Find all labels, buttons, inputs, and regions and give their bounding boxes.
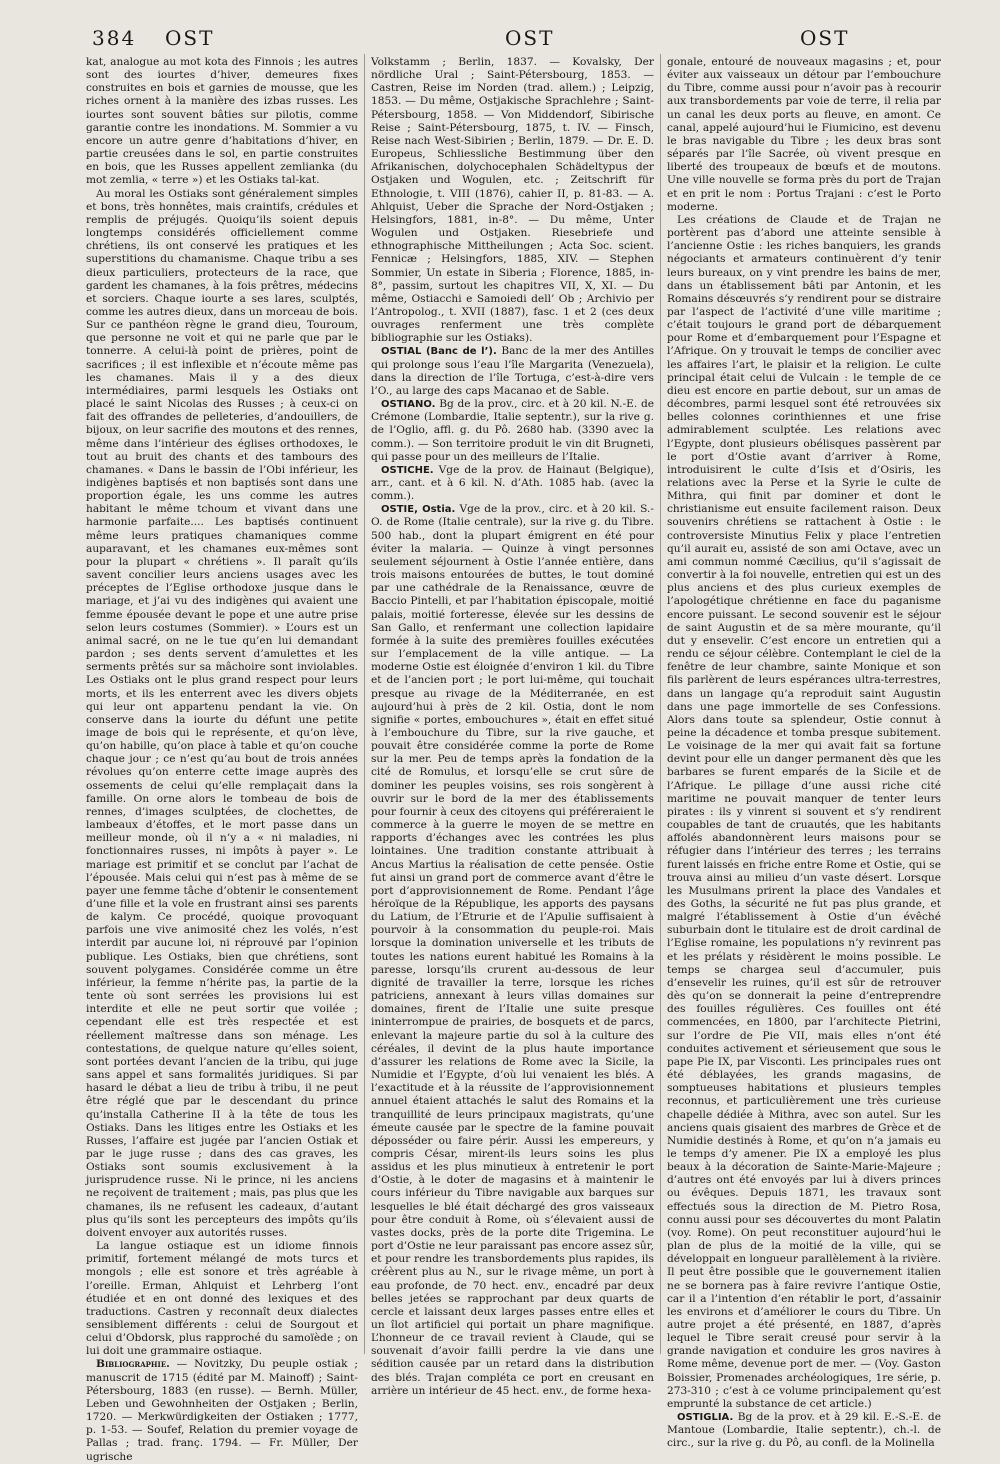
bibliography-text: — Novitzky, Du peuple ostiak ; manuscrit de 1715 (édité par M. Mainoff) ; Saint-Pétersbourg, 1883 (en russe). — Bernh. Müller, Leben und Gewohnheiten der Ostjaken ; Berlin, 1720. — Merkwürdigkeiten der Ostiaken ; 1777, p. 1-53. — Soufef, Relation du premier voyage de Pallas ; trad. franç. 1794. — Fr. Müller, Der ugrische	[86, 1358, 358, 1463]
entry-ostiglia	[667, 1411, 941, 1450]
bibliography-label: Bibliographie.	[96, 1358, 170, 1371]
paragraph: gonale, entouré de nouveaux magasins ; et, pour éviter aux vaisseaux un détour par l’embouchure du Tibre, comme aussi pour n’avoir pas à recourir aux transbordements par voie de terre, il relia par un canal les deux ports au fleuve, en amont. Ce canal, appelé aujourd’hui le Fiumicino, est devenu le bras navigable du Tibre ; les deux bras sont séparés par l’île Sacrée, où vivent presque en liberté des troupeaux de bœufs et de moutons. Une ville nouvelle se forma près du port de Trajan et en prit le nom : Portus Trajani : c’est le Porto moderne.	[667, 56, 941, 213]
headword: OSTIANO.	[381, 399, 436, 411]
headword: OSTIAL (Banc de l’).	[381, 346, 497, 358]
bibliography-continued: Volkstamm ; Berlin, 1837. — Kovalsky, Der nördliche Ural ; Saint-Pétersbourg, 1853. — Castren, Reise im Norden (trad. allem.) ; Leipzig, 1853. — Du même, Ostjakische Sprachlehre ; Saint-Pétersbourg, 1858. — Von Middendorf, Sibirische Reise ; Saint-Pétersbourg, 1875, t. IV. — Finsch, Reise nach West-Sibirien ; Berlin, 1879. — Dr. E. D. Europeus, Schliessliche Bestimmung über den Afrikanischen, dolychocephalen Schädeltypus der Ostjaken und Wogulen, etc. ; Zeitschrift für Ethnologie, t. VIII (1876), cahier II, p. 81-83. — A. Ahlquist, Ueber die Sprache der Nord-Ostjaken ; Helsingfors, 1881, in-8°. — Du même, Unter Wogulen und Ostjaken. Riesebriefe und ethnographische Mittheilungen ; Acta Soc. scient. Fennicæ ; Helsingfors, 1885, XIV. — Stephen Sommier, Un estate in Siberia ; Florence, 1885, in-8°, passim, surtout les chapitres VII, X, XI. — Du même, Ostiacchi e Samoiedi dell’ Ob ; Archivio per l’Antropolog., t. XVII (1887), fasc. 1 et 2 (ces deux ouvrages renferment une très complète bibliographie sur les Ostiaks).	[371, 56, 654, 345]
entry-text: Bg de la prov. et à 29 kil. E.-S.-E. de Mantoue (Lombardie, Italie septentr.), ch.-l. de circ., sur la rive g. du Pô, au confl. de la Molinella	[667, 1411, 941, 1450]
running-head-left: OST	[165, 26, 215, 50]
headword: OSTIGLIA.	[677, 1412, 734, 1424]
column-right	[667, 56, 941, 1450]
entry-text: Bg de la prov., circ. et à 20 kil. N.-E. de Crémone (Lombardie, Italie septentr.), sur la rive g. de l’Oglio, affl. g. du Pô. 2680 hab. (3390 avec la comm.). — Son territoire produit le vin dit Brugneti, qui passe pour un des meilleurs de l’Italie.	[371, 398, 654, 463]
running-head-right: OST	[800, 26, 850, 50]
paragraph: La langue ostiaque est un idiome finnois primitif, fortement mélangé de mots turcs et mongols ; elle est sonore et très agréable à l’oreille. Erman, Ahlquist et Lehrberg l’ont étudiée et en ont donné des lexiques et des traductions. Castren y reconnaît deux dialectes sensiblement différents : celui de Sourgout et celui d’Obdorsk, plus rapproché du samoïède ; on lui doit une grammaire ostiaque.	[86, 1240, 358, 1358]
entry-ostiano	[371, 398, 654, 464]
column-left	[86, 56, 358, 1463]
entry-ostie	[371, 503, 654, 1398]
paragraph: Au moral les Ostiaks sont généralement simples et bons, très honnêtes, mais craintifs, crédules et remplis de préjugés. Quoiqu’ils soient depuis longtemps considérés officiellement comme chrétiens, ils ont conservé les pratiques et les superstitions du chamanisme. Chaque tribu a ses dieux particuliers, protecteurs de la race, que gardent les chamanes, à la fois prêtres, médecins et sorciers. Chaque iourte a ses lares, sculptés, comme les autres dieux, dans un morceau de bois. Sur ce panthéon règne le grand dieu, Touroum, que personne ne voit et qui ne parle que par le tonnerre. A celui-là point de prières, point de sacrifices ; il est inflexible et n’écoute même pas les chamanes. Mais il y a des dieux intermédiaires, parmi lesquels les Ostiaks ont placé le saint Nicolas des Russes ; à ceux-ci on fait des offrandes de pelleteries, d’andouillers, de bijoux, on leur sacrifie des moutons et des rennes, même dans l’intérieur des églises orthodoxes, le tout au bruit des chants et des tambours des chamanes. « Dans le bassin de l’Obi inférieur, les indigènes baptisés et non baptisés sont dans une proportion égale, les uns comme les autres habitant le même tchoum et vivant dans une harmonie parfaite.... Les baptisés continuent même leurs pratiques chamaniques comme auparavant, et les chamanes eux-mêmes sont pour la plupart « chrétiens ». Il paraît qu’ils savent concilier leurs anciens usages avec les préceptes de l’Eglise orthodoxe jusque dans le mariage, et j’ai vu des indigènes qui avaient une femme épousée devant le pope et une autre prise selon leurs costumes (Sommier). » L’ours est un animal sacré, on ne le tue qu’en lui demandant pardon ; ses dents servent d’amulettes et les serments prêtés sur sa mâchoire sont inviolables. Les Ostiaks ont le plus grand respect pour leurs morts, et ils les enterrent avec les divers objets qui leur ont appartenu pendant la vie. On conserve dans la iourte du défunt une petite image de bois qui le représente, et qu’on lève, qu’on habille, qu’on place à table et qu’on couche chaque jour ; ce n’est qu’au bout de trois années révolues qu’on enterre cette image auprès des ossements de celui qu’elle remplaçait dans la famille. On orne alors le tombeau de bois de rennes, d’images sculptées, de clochettes, de lambeaux d’étoffes, et le mort passe dans un meilleur monde, où il n’y a « ni maladies, ni fonctionnaires russes, ni impôts à payer ». Le mariage est primitif et se conclut par l’achat de l’épousée. Mais celui qui n’est pas à même de se payer une femme tâche d’obtenir le consentement d’une fille et la vole en frustrant ainsi ses parents de kalym. Ce procédé, quoique provoquant parfois une vive animosité chez les volés, n’est interdit par aucune loi, ni réprouvé par l’opinion publique. Les Ostiaks, bien que chrétiens, sont souvent polygames. Considérée comme un être inférieur, la femme n’hérite pas, la partie de la tente où sont serrées les provisions lui est interdite et elle ne peut sortir que voilée ; cependant elle est très respectée et est réellement maîtresse dans son ménage. Les contestations, de quelque nature qu’elles soient, sont portées devant l’ancien de la tribu, qui juge sans appel et sans formalités juridiques. Si par hasard le débat a lieu de tribu à tribu, il ne peut être réglé que par le descendant du prince qu’installa Catherine II à la tête de tous les Ostiaks. Dans les litiges entre les Ostiaks et les Russes, l’affaire est jugée par l’ancien Ostiak et par le juge russe ; dans des cas graves, les Ostiaks sont soumis exclusivement à la jurisprudence russe. Ni le prince, ni les anciens ne reçoivent de traitement ; mais, pas plus que les chamanes, ils ne refusent les cadeaux, d’autant plus qu’ils sont les percepteurs des impôts qu’ils doivent envoyer aux autorités russes.	[86, 187, 358, 1239]
column-middle	[371, 56, 655, 1397]
page-number: 384	[92, 26, 137, 50]
entry-text: Banc de la mer des Antilles qui prolonge sous l’eau l’île Margarita (Venezuela), dans la direction de l’île Tortuga, c’est-à-dire vers l’O., au large des caps Macanao et de Sable.	[371, 345, 655, 397]
bibliography	[86, 1358, 358, 1463]
column-divider	[364, 54, 365, 1354]
headword: OSTIE, Ostia.	[381, 504, 456, 516]
entry-text: Vge de la prov., circ. et à 20 kil. S.-O. de Rome (Italie centrale), sur la rive g. du Tibre. 500 hab., dont la plupart émigrent en été pour éviter la malaria. — Quinze à vingt personnes seulement séjournent à Ostie l’année entière, dans trois maisons entourées de buttes, le tout dominé par une cathédrale de la Renaissance, œuvre de Baccio Pintelli, et par l’habitation épiscopale, moitié palais, moitié forteresse, élevée sur les dessins de San Gallo, et renfermant une collection lapidaire formée à la suite des premières fouilles exécutées sur l’emplacement de la ville antique. — La moderne Ostie est éloignée d’environ 1 kil. du Tibre et de l’ancien port ; le port lui-même, qui touchait presque au rivage de la Méditerranée, en est aujourd’hui à près de 2 kil. Ostia, dont le nom signifie « portes, embouchures », était en effet situé à l’embouchure du Tibre, sur la rive gauche, et pouvait être considérée comme la porte de Rome sur la mer. Peu de temps après la fondation de la cité de Romulus, et lorsqu’elle se crut sûre de dominer les peuples voisins, ses rois songèrent à ouvrir sur le bord de la mer des établissements pour fournir à ceux des citoyens qui préféreraient le commerce à la guerre le moyen de se mettre en rapports d’échanges avec les contrées les plus lointaines. Une tradition constante attribuait à Ancus Martius la réalisation de cette pensée. Ostie fut ainsi un grand port de commerce avant d’être le port d’approvisionnement de Rome. Pendant l’âge héroïque de la République, les apports des paysans du Latium, de l’Etrurie et de l’Apulie suffisaient à pourvoir à la consommation du peuple-roi. Mais lorsque la domination universelle et les tributs de toutes les nations eurent habitué les Romains à la paresse, lorsqu’ils crurent au-dessous de leur dignité de travailler la terre, lorsque les riches patriciens, annexant à leurs villas domaines sur domaines, firent de l’Italie une suite presque ininterrompue de prairies, de bosquets et de parcs, enlevant la majeure partie du sol à la culture des céréales, il devint de la plus haute importance d’assurer les relations de Rome avec la Sicile, la Numidie et l’Egypte, d’où lui venaient les blés. A l’exactitude et à la réussite de l’approvisionnement annuel étaient attachés le salut des Romains et la tranquillité de leurs principaux magistrats, qu’une émeute causée par le spectre de la famine pouvait déposséder ou faire périr. Aussi les empereurs, y compris César, mirent-ils leurs soins les plus assidus et les plus minutieux à entretenir le port d’Ostie, à le doter de magasins et à maintenir le cours inférieur du Tibre navigable aux barques sur lesquelles le blé était déchargé des gros vaisseaux pour être conduit à Rome, où s’élevaient aussi de vastes docks, près de la porte dite Trigemina. Le port d’Ostie ne leur paraissant pas encore assez sûr, et pour rendre les transbordements plus rapides, ils créèrent plus au N., sur le rivage même, un port à eau profonde, de 70 hect. env., encadré par deux belles jetées se rapprochant par deux quarts de cercle et laissant deux larges passes entre elles et un îlot artificiel qui portait un phare magnifique. L’honneur de ce travail revient à Claude, qui se souvenait d’avoir failli perdre la vie dans une sédition causée par un retard dans la distribution des blés. Trajan compléta ce port en creusant en arrière un intérieur de 45 hect. env., de forme hexa-	[371, 503, 654, 1397]
entry-text: Vge de la prov. de Hainaut (Belgique), arr., cant. et à 6 kil. N. d’Ath. 1085 hab. (avec la comm.).	[371, 463, 654, 503]
paragraph: kat, analogue au mot kota des Finnois ; les autres sont des iourtes d’hiver, demeures fixes construites en bois et garnies de mousse, que les riches ornent à la manière des izbas russes. Les iourtes sont souvent bâties sur pilotis, comme garantie contre les inondations. M. Sommier a vu encore un autre genre d’habitations d’hiver, en partie creusées dans le sol, en partie construites en bois, que les Russes appellent zemlianka (du mot zemlia, « terre ») et les Ostiaks tal-kat.	[86, 56, 358, 187]
entry-ostial	[371, 345, 654, 398]
headword: OSTICHE.	[381, 464, 434, 476]
running-head-center: OST	[505, 26, 555, 50]
entry-ostiche	[371, 464, 654, 503]
column-divider	[660, 54, 661, 1354]
paragraph: Les créations de Claude et de Trajan ne portèrent pas d’abord une atteinte sensible à l’ancienne Ostie : les riches banquiers, les grands négociants et armateurs continuèrent d’y tenir leurs bureaux, on y vint prendre les bains de mer, dans un établissement bâti par Antonin, et les Romains désœuvrés s’y rendirent pour se distraire par l’aspect de l’activité d’une ville maritime ; c’était toujours le grand port de débarquement pour Rome et d’embarquement pour l’Espagne et l’Afrique. On y trouvait le temps de concilier avec les affaires l’art, le plaisir et la religion. Le culte principal était celui de Vulcain : le temple de ce dieu est encore en partie debout, sur un amas de décombres, parmi lesquel sont été retrouvées six belles colonnes corinthiennes et une frise admirablement sculptée. Les relations avec l’Egypte, dont plusieurs obélisques passèrent par le port d’Ostie avant d’arriver à Rome, introduisirent le culte d’Isis et d’Osiris, les relations avec la Perse et la Syrie le culte de Mithra, qui finit par dominer et dont le christianisme eut ensuite facilement raison. Deux souvenirs chrétiens se rattachent à Ostie : le controversiste Minutius Felix y place l’entretien qu’il aurait eu, assisté de son ami Octave, avec un ami commun nommé Cæcilius, qu’il s’agissait de convertir à la foi nouvelle, entretien qui est un des plus anciens et des plus curieux exemples de l’apologétique chrétienne en face du paganisme encore puissant. Le second souvenir est le séjour de saint Augustin et de sa mère mourante, qu’il dut y ensevelir. C’est encore un entretien qui a rendu ce séjour célèbre. Contemplant le ciel de la fenêtre de leur chambre, sainte Monique et son fils parlèrent de leurs espérances ultra-terrestres, dans un langage qu’a reproduit saint Augustin dans une page immortelle de ses Confessions. Alors dans toute sa splendeur, Ostie connut à peine la décadence et tomba presque subitement. Le voisinage de la mer qui avait fait sa fortune devint pour elle un danger permanent dès que les barbares se furent emparés de la Sicile et de l’Afrique. Le pillage d’une aussi riche cité maritime ne pouvait manquer de tenter leurs pirates : ils y vinrent si souvent et s’y rendirent coupables de tant de cruautés, que les habitants affolés abandonnèrent leurs maisons pour se réfugier dans l’intérieur des terres ; les terrains furent laissés en friche entre Rome et Ostie, qui se trouva ainsi au milieu d’un vaste désert. Lorsque les Musulmans prirent la place des Vandales et des Goths, la sécurité ne fut pas plus grande, et malgré l’établissement à Ostie d’un évêché suburbain dont le titulaire est de droit cardinal de l’Eglise romaine, les populations n’y revinrent pas et les prélats y résidèrent le moins possible. Le temps se chargea seul d’accumuler, puis d’ensevelir les ruines, qu’il est sûr de retrouver dès qu’on se donnerait la peine d’entreprendre des fouilles régulières. Ces fouilles ont été commencées, en 1800, par l’architecte Pietrini, sur l’ordre de Pie VII, mais elles n’ont été conduites activement et sérieusement que sous le pape Pie IX, par Visconti. Les principales rues ont été déblayées, les grands magasins, de somptueuses habitations et plusieurs temples reconnus, et particulièrement une très curieuse chapelle dédiée à Mithra, avec son autel. Sur les anciens quais gisaient des marbres de Grèce et de Numidie destinés à Rome, et qu’on n’a jamais eu le temps d’y amener. Pie IX a employé les plus beaux à la décoration de Sainte-Marie-Majeure ; d’autres ont été envoyés par lui à divers princes ou évêques. Depuis 1871, les travaux sont effectués sous la direction de M. Pietro Rosa, connu aussi pour ses découvertes du mont Palatin (voy. Rome). On peut reconstituer aujourd’hui le plan de plus de la moitié de la ville, qui se développait en longueur parallèlement à la rivière. Il peut être possible que le gouvernement italien ne se bornera pas à faire revivre l’antique Ostie, car il a l’intention d’en rétablir le port, d’assainir les environs et d’améliorer le cours du Tibre. Un autre projet a été présenté, en 1887, d’après lequel le Tibre serait creusé pour servir à la grande navigation et conduire les gros navires à Rome même, devenue port de mer. — (Voy. Gaston Boissier, Promenades archéologiques, 1re série, p. 273-310 ; c’est à ce volume principalement qu’est emprunté la substance de cet article.)	[667, 213, 941, 1410]
